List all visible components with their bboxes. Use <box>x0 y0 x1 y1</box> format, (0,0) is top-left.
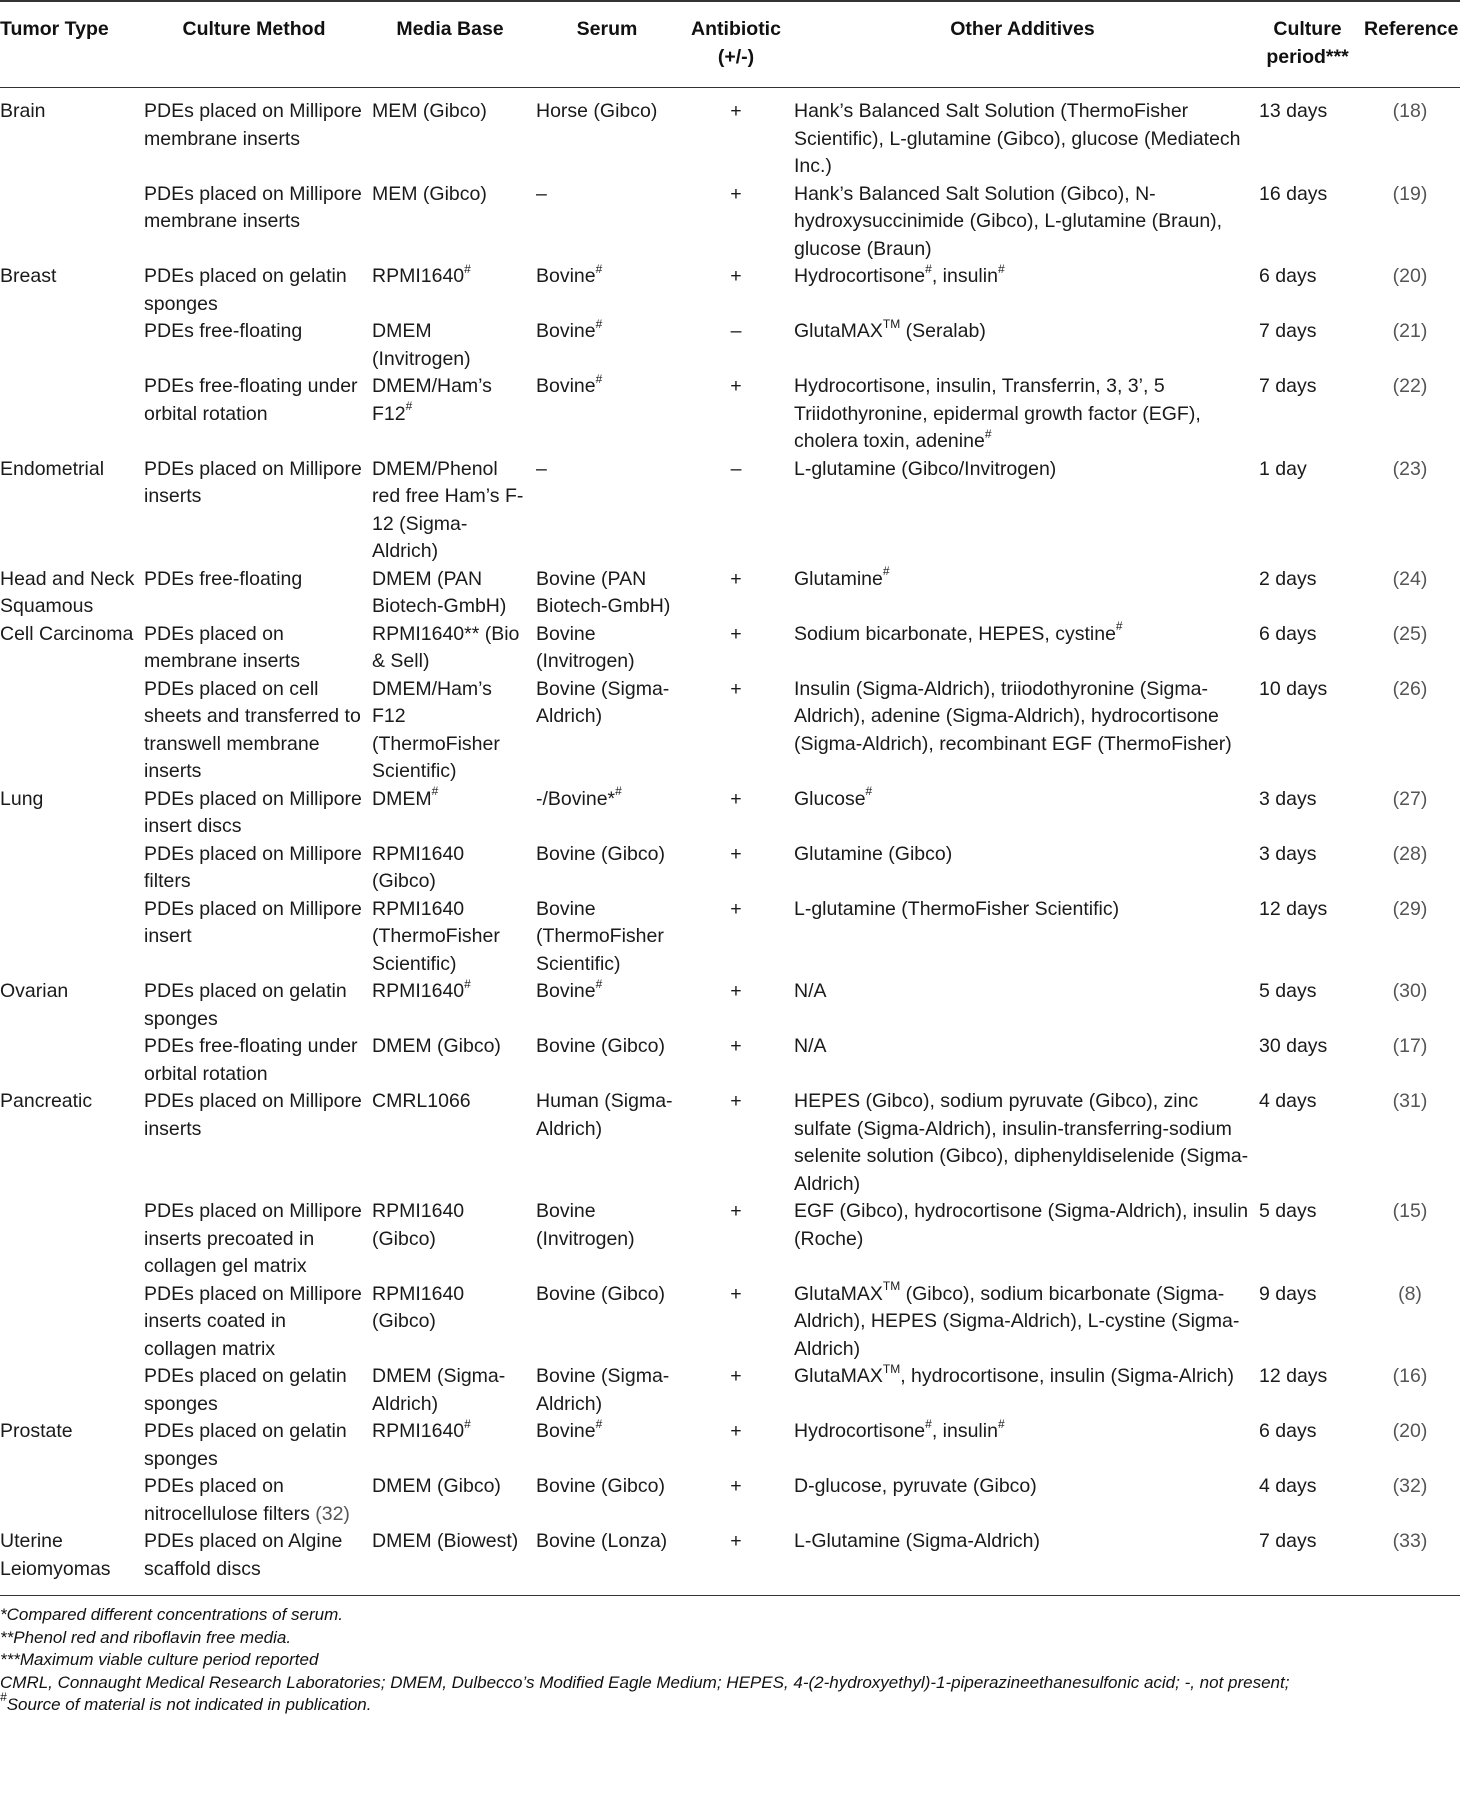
table-row <box>0 318 1460 373</box>
other-additives-cell: N/A <box>794 980 827 1002</box>
serum-cell: Bovine (Lonza) <box>536 1530 668 1552</box>
serum-cell: Bovine# <box>536 976 603 1002</box>
culture-method-cell: PDEs placed on gelatin sponges <box>144 265 347 315</box>
antibiotic-cell: + <box>730 897 742 920</box>
culture-method-cell: PDEs placed on Algine scaffold discs <box>144 1530 343 1580</box>
antibiotic-cell: – <box>730 320 742 342</box>
serum-cell: Bovine (Gibco) <box>536 842 665 865</box>
other-additives-cell: Hank’s Balanced Salt Solution (ThermoFisher Scientific), L-glutamine (Gibco), glucose (Mediatech Inc.) <box>794 100 1241 177</box>
reference-cell: (21) <box>1392 320 1428 342</box>
culture-method-cell: PDEs free-floating under orbital rotation <box>144 1035 358 1085</box>
culture-period-cell: 2 days <box>1259 567 1317 590</box>
reference-cell: (22) <box>1392 375 1428 397</box>
tumor-type-cell: Head and Neck Squamous <box>0 567 135 617</box>
media-base-cell: RPMI1640** (Bio & Sell) <box>372 622 520 672</box>
antibiotic-cell: + <box>730 182 742 205</box>
culture-period-cell: 6 days <box>1259 1420 1317 1442</box>
other-additives-cell: Hydrocortisone#, insulin# <box>794 1416 1005 1442</box>
tumor-type-cell <box>0 181 140 264</box>
culture-period-cell: 3 days <box>1259 787 1317 810</box>
serum-cell: Bovine (Gibco) <box>536 1475 665 1497</box>
culture-period-cell: 10 days <box>1259 677 1328 700</box>
culture-method-cell: PDEs placed on gelatin sponges <box>144 1365 347 1415</box>
table-row <box>0 181 1460 264</box>
reference-cell: (33) <box>1392 1530 1428 1552</box>
footnote-line: *Compared different concentrations of serum. <box>0 1605 344 1624</box>
table-row <box>0 841 1460 896</box>
header-row <box>0 1 1460 88</box>
serum-cell: Bovine# <box>536 1416 603 1442</box>
culture-period-cell: 6 days <box>1259 265 1317 287</box>
header-serum <box>532 1 682 88</box>
header-label: period*** <box>1266 45 1349 68</box>
other-additives-cell: GlutaMAX™ (Gibco), sodium bicarbonate (Sigma-Aldrich), HEPES (Sigma-Aldrich), L-cystine (Sigma-Aldrich) <box>794 1279 1240 1360</box>
other-additives-cell: Glucose# <box>794 784 873 810</box>
table-row <box>0 373 1460 456</box>
antibiotic-cell: + <box>730 1282 742 1305</box>
culture-method-cell: PDEs placed on cell sheets and transferred to transwell membrane inserts <box>144 677 361 782</box>
tumor-type-cell: Brain <box>0 100 46 122</box>
table-row <box>0 1088 1460 1198</box>
table-row <box>0 676 1460 786</box>
antibiotic-cell: + <box>730 375 742 397</box>
tumor-type-cell: Lung <box>0 787 44 810</box>
header-label: Culture Method <box>182 18 326 40</box>
table-row <box>0 88 1460 181</box>
culture-method-cell: PDEs placed on Millipore filters <box>144 842 362 892</box>
culture-method-cell: PDEs placed on membrane inserts <box>144 622 301 672</box>
serum-cell: Bovine (Sigma-Aldrich) <box>536 677 670 727</box>
culture-method-cell: PDEs placed on Millipore membrane inserts <box>144 182 362 232</box>
serum-cell: Bovine (Sigma-Aldrich) <box>536 1365 670 1415</box>
media-base-cell: DMEM (Sigma-Aldrich) <box>372 1365 506 1415</box>
header-label: Reference <box>1364 18 1459 40</box>
reference-cell: (20) <box>1392 265 1428 287</box>
other-additives-cell: Sodium bicarbonate, HEPES, cystine# <box>794 619 1123 645</box>
media-base-cell: DMEM/Phenol red free Ham’s F-12 (Sigma-Aldrich) <box>372 457 524 562</box>
header-label: Serum <box>576 18 638 40</box>
media-base-cell: CMRL1066 <box>372 1090 471 1112</box>
serum-cell: Bovine (Invitrogen) <box>536 1200 635 1250</box>
serum-cell: – <box>536 457 547 480</box>
antibiotic-cell: + <box>730 677 742 700</box>
other-additives-cell: Insulin (Sigma-Aldrich), triiodothyronine (Sigma-Aldrich), adenine (Sigma-Aldrich), hydrocortisone (Sigma-Aldrich), recombinant EGF (ThermoFisher) <box>794 677 1232 755</box>
table-header <box>0 1 1460 88</box>
tumor-type-cell: Cell Carcinoma <box>0 622 134 645</box>
table-row <box>0 566 1460 621</box>
culture-period-cell: 7 days <box>1259 375 1317 397</box>
media-base-cell: RPMI1640 (ThermoFisher Scientific) <box>372 897 500 975</box>
reference-cell: (30) <box>1392 980 1428 1002</box>
reference-cell: (18) <box>1392 100 1428 122</box>
reference-cell: (25) <box>1392 622 1428 645</box>
tumor-type-cell <box>0 676 140 786</box>
media-base-cell: DMEM (PAN Biotech-GmbH) <box>372 567 507 617</box>
header-label: Culture <box>1273 18 1342 40</box>
culture-period-cell: 12 days <box>1259 897 1328 920</box>
culture-method-cell: PDEs placed on nitrocellulose filters (32) <box>144 1475 350 1525</box>
media-base-cell: MEM (Gibco) <box>372 100 487 122</box>
culture-method-cell: PDEs placed on gelatin sponges <box>144 1420 347 1470</box>
table-row <box>0 456 1460 566</box>
tumor-type-cell: Endometrial <box>0 457 105 480</box>
tumor-type-cell: Pancreatic <box>0 1090 93 1112</box>
reference-cell: (8) <box>1398 1282 1422 1305</box>
table-row <box>0 1528 1460 1596</box>
serum-cell: Bovine (Gibco) <box>536 1035 665 1057</box>
culture-method-cell: PDEs placed on Millipore inserts coated in collagen matrix <box>144 1282 362 1360</box>
table-row <box>0 621 1460 676</box>
culture-period-cell: 5 days <box>1259 1200 1317 1222</box>
antibiotic-cell: + <box>730 980 742 1002</box>
tumor-type-cell <box>0 373 140 456</box>
tumor-type-cell <box>0 1363 140 1418</box>
media-base-cell: DMEM/Ham’s F12 (ThermoFisher Scientific) <box>372 677 500 782</box>
culture-method-cell: PDEs placed on Millipore inserts <box>144 1090 362 1140</box>
header-label: Tumor Type <box>0 18 109 40</box>
tumor-type-cell <box>0 1033 140 1088</box>
media-base-cell: DMEM (Gibco) <box>372 1035 501 1057</box>
antibiotic-cell: + <box>730 1035 742 1057</box>
reference-cell: (19) <box>1392 182 1428 205</box>
culture-period-cell: 3 days <box>1259 842 1317 865</box>
culture-method-cell: PDEs free-floating <box>144 567 303 590</box>
reference-cell: (23) <box>1392 457 1428 480</box>
table-body <box>0 88 1460 1596</box>
table-row <box>0 1473 1460 1528</box>
serum-cell: Bovine# <box>536 371 603 397</box>
tumor-type-cell <box>0 896 140 979</box>
header-label: (+/-) <box>717 45 755 68</box>
table-row <box>0 896 1460 979</box>
tumor-type-cell <box>0 1198 140 1281</box>
culture-period-cell: 16 days <box>1259 182 1328 205</box>
other-additives-cell: L-glutamine (Gibco/Invitrogen) <box>794 457 1057 480</box>
table-row <box>0 978 1460 1033</box>
reference-cell: (16) <box>1392 1365 1428 1387</box>
culture-period-cell: 4 days <box>1259 1090 1317 1112</box>
reference-cell: (17) <box>1392 1035 1428 1057</box>
culture-period-cell: 13 days <box>1259 100 1328 122</box>
reference-cell: (32) <box>1392 1475 1428 1497</box>
reference-cell: (31) <box>1392 1090 1428 1112</box>
header-reference <box>1360 1 1460 88</box>
footnote-line: **Phenol red and riboflavin free media. <box>0 1627 292 1647</box>
reference-cell: (27) <box>1392 787 1428 810</box>
tumor-type-cell <box>0 318 140 373</box>
header-other-additives <box>790 1 1255 88</box>
antibiotic-cell: + <box>730 100 742 122</box>
tumor-type-cell <box>0 841 140 896</box>
header-label: Other Additives <box>950 18 1095 40</box>
table-row <box>0 263 1460 318</box>
other-additives-cell: N/A <box>794 1035 827 1057</box>
culture-method-cell: PDEs placed on Millipore insert <box>144 897 362 947</box>
other-additives-cell: Hank’s Balanced Salt Solution (Gibco), N-hydroxysuccinimide (Gibco), L-glutamine (Braun), glucose (Braun) <box>794 182 1223 260</box>
culture-method-cell: PDEs placed on Millipore inserts <box>144 457 362 507</box>
other-additives-cell: Glutamine (Gibco) <box>794 842 953 865</box>
tumor-type-cell: Uterine Leiomyomas <box>0 1530 111 1580</box>
antibiotic-cell: + <box>730 567 742 590</box>
serum-cell: -/Bovine*# <box>536 784 622 810</box>
antibiotic-cell: + <box>730 1090 742 1112</box>
reference-cell: (28) <box>1392 842 1428 865</box>
header-tumor-type <box>0 1 140 88</box>
header-label: Antibiotic <box>691 18 781 40</box>
table-footnotes <box>0 1596 1460 1717</box>
table-row <box>0 1198 1460 1281</box>
tumor-type-cell: Prostate <box>0 1420 73 1442</box>
other-additives-cell: L-Glutamine (Sigma-Aldrich) <box>794 1530 1040 1552</box>
culture-method-cell: PDEs placed on gelatin sponges <box>144 980 347 1030</box>
reference-cell: (29) <box>1392 897 1428 920</box>
culture-method-cell: PDEs placed on Millipore membrane inserts <box>144 100 362 150</box>
other-additives-cell: GlutaMAX™ (Seralab) <box>794 316 986 342</box>
reference-cell: (24) <box>1392 567 1428 590</box>
header-label: Media Base <box>396 18 504 40</box>
antibiotic-cell: + <box>730 1420 742 1442</box>
culture-method-cell: PDEs placed on Millipore insert discs <box>144 787 362 837</box>
footnote-line: CMRL, Connaught Medical Research Laboratories; DMEM, Dulbecco’s Modified Eagle Medium; HEPES, 4-(2-hydroxyethyl)-1-piperazineethanesulfonic acid; -, not present; <box>0 1672 1290 1692</box>
culture-method-cell: PDEs free-floating <box>144 320 303 342</box>
tumor-type-cell <box>0 1473 140 1528</box>
other-additives-cell: D-glucose, pyruvate (Gibco) <box>794 1475 1037 1497</box>
serum-cell: Bovine (PAN Biotech-GmbH) <box>536 567 671 617</box>
antibiotic-cell: + <box>730 1475 742 1497</box>
media-base-cell: RPMI1640 (Gibco) <box>372 842 465 892</box>
culture-period-cell: 5 days <box>1259 980 1317 1002</box>
antibiotic-cell: + <box>730 842 742 865</box>
media-base-cell: DMEM/Ham’s F12# <box>372 375 492 425</box>
culture-period-cell: 7 days <box>1259 1530 1317 1552</box>
other-additives-cell: GlutaMAX™, hydrocortisone, insulin (Sigma-Alrich) <box>794 1361 1234 1387</box>
media-base-cell: RPMI1640 (Gibco) <box>372 1200 465 1250</box>
culture-method-cell: PDEs free-floating under orbital rotation <box>144 375 358 425</box>
header-culture-period <box>1255 1 1360 88</box>
table-row <box>0 786 1460 841</box>
media-base-cell: DMEM (Invitrogen) <box>372 320 471 370</box>
culture-period-cell: 4 days <box>1259 1475 1317 1497</box>
other-additives-cell: EGF (Gibco), hydrocortisone (Sigma-Aldrich), insulin (Roche) <box>794 1200 1249 1250</box>
media-base-cell: RPMI1640# <box>372 261 471 287</box>
header-antibiotic <box>682 1 790 88</box>
tumor-type-cell: Breast <box>0 265 57 287</box>
serum-cell: Bovine (ThermoFisher Scientific) <box>536 897 664 975</box>
antibiotic-cell: + <box>730 1200 742 1222</box>
media-base-cell: DMEM# <box>372 784 439 810</box>
other-additives-cell: Glutamine# <box>794 564 890 590</box>
media-base-cell: RPMI1640# <box>372 976 471 1002</box>
other-additives-cell: HEPES (Gibco), sodium pyruvate (Gibco), zinc sulfate (Sigma-Aldrich), insulin-transferring-sodium selenite solution (Gibco), diphenyldiselenide (Sigma-Aldrich) <box>794 1090 1249 1195</box>
header-media-base <box>368 1 532 88</box>
culture-period-cell: 1 day <box>1259 457 1307 480</box>
table-row <box>0 1418 1460 1473</box>
serum-cell: Bovine# <box>536 261 603 287</box>
media-base-cell: DMEM (Biowest) <box>372 1530 519 1552</box>
culture-period-cell: 12 days <box>1259 1365 1328 1387</box>
tumor-type-cell <box>0 1281 140 1364</box>
antibiotic-cell: + <box>730 787 742 810</box>
serum-cell: Bovine (Gibco) <box>536 1282 665 1305</box>
reference-cell: (15) <box>1392 1200 1428 1222</box>
antibiotic-cell: + <box>730 1365 742 1387</box>
header-culture-method <box>140 1 368 88</box>
other-additives-cell: Hydrocortisone, insulin, Transferrin, 3, 3’, 5 Triidothyronine, epidermal growth factor (EGF), cholera toxin, adenine# <box>794 375 1201 452</box>
culture-period-cell: 9 days <box>1259 1282 1317 1305</box>
footnote-line: ***Maximum viable culture period reported <box>0 1650 319 1669</box>
table-row <box>0 1363 1460 1418</box>
table-row <box>0 1281 1460 1364</box>
culture-method-cell: PDEs placed on Millipore inserts precoated in collagen gel matrix <box>144 1200 362 1277</box>
reference-cell: (26) <box>1392 677 1428 700</box>
footnote-line: #Source of material is not indicated in publication. <box>0 1690 372 1714</box>
media-base-cell: RPMI1640# <box>372 1416 471 1442</box>
serum-cell: Bovine# <box>536 316 603 342</box>
reference-cell: (20) <box>1392 1420 1428 1442</box>
culture-period-cell: 30 days <box>1259 1035 1328 1057</box>
media-base-cell: RPMI1640 (Gibco) <box>372 1282 465 1332</box>
other-additives-cell: Hydrocortisone#, insulin# <box>794 261 1005 287</box>
serum-cell: Bovine (Invitrogen) <box>536 622 635 672</box>
media-base-cell: DMEM (Gibco) <box>372 1475 501 1497</box>
antibiotic-cell: + <box>730 1530 742 1552</box>
serum-cell: Horse (Gibco) <box>536 100 658 122</box>
other-additives-cell: L-glutamine (ThermoFisher Scientific) <box>794 897 1120 920</box>
culture-period-cell: 6 days <box>1259 622 1317 645</box>
tumor-type-cell: Ovarian <box>0 980 69 1002</box>
antibiotic-cell: + <box>730 265 742 287</box>
serum-cell: – <box>536 182 547 205</box>
antibiotic-cell: – <box>730 457 742 480</box>
antibiotic-cell: + <box>730 622 742 645</box>
culture-period-cell: 7 days <box>1259 320 1317 342</box>
serum-cell: Human (Sigma-Aldrich) <box>536 1090 673 1140</box>
table-row <box>0 1033 1460 1088</box>
media-base-cell: MEM (Gibco) <box>372 182 487 205</box>
